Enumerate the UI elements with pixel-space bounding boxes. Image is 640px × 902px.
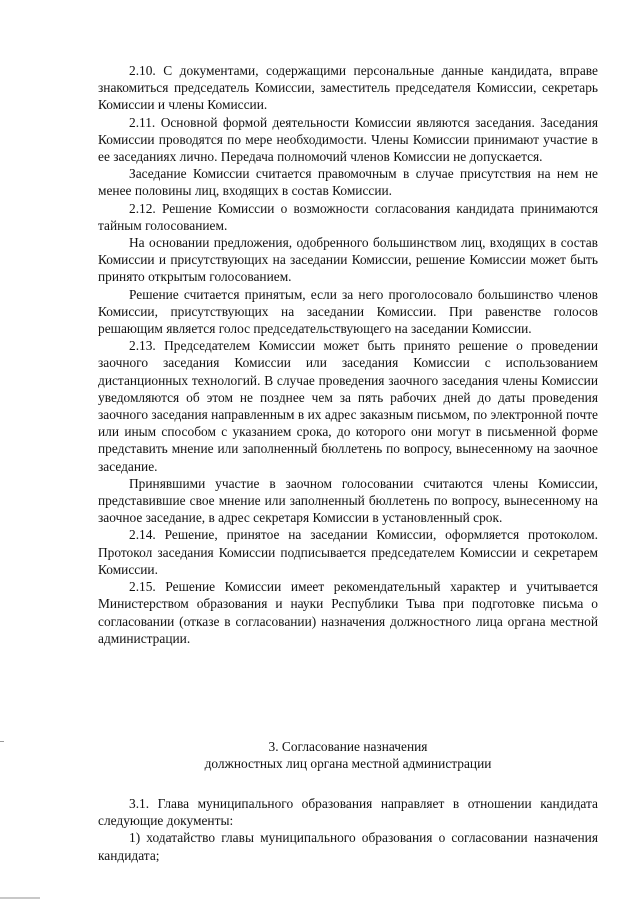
section-3-body	[98, 795, 598, 864]
scan-edge-mark	[0, 741, 4, 742]
paragraph-open-vote: На основании предложения, одобренного большинством лиц, входящих в состав Комиссии и присутствующих на заседании Комиссии, решение Комиссии может быть принято открытым голосованием.	[98, 235, 598, 285]
scan-edge-mark	[0, 897, 40, 899]
paragraph-2-15: 2.15. Решение Комиссии имеет рекомендательный характер и учитывается Министерством образования и науки Республики Тыва при подготовке письма о согласовании (отказе в согласовании) назначения должностного лица органа местной администрации.	[98, 579, 598, 646]
paragraph-remote-participants: Принявшими участие в заочном голосовании считаются члены Комиссии, представившие свое мнение или заполненный бюллетень по вопросу, вынесенному на заочное заседание, в адрес секретаря Комиссии в установленный срок.	[98, 475, 598, 526]
paragraph-2-10: 2.10. С документами, содержащими персональные данные кандидата, вправе знакомиться председатель Комиссии, заместитель председателя Комиссии, секретарь Комиссии и члены Комиссии.	[98, 63, 598, 113]
section-3-heading-line-2: должностных лиц органа местной администрации	[204, 756, 492, 772]
section-2-body	[98, 62, 598, 647]
paragraph-3-1-item-1: 1) ходатайство главы муниципального образования о согласовании назначения кандидата;	[98, 830, 598, 863]
paragraph-2-13: 2.13. Председателем Комиссии может быть принято решение о проведении заочного заседания Комиссии или заседания Комиссии с использованием дистанционных технологий. В случае проведения заочного заседания члены Комиссии уведомляются об этом не позднее чем за пять рабочих дней до даты проведения заочного заседания направленным в их адрес заказным письмом, по электронной почте или иным способом с указанием срока, до которого они могут в письменной форме представить мнение или заполненный бюллетень по вопросу, вынесенному на заочное заседание.	[98, 338, 598, 474]
paragraph-3-1: 3.1. Глава муниципального образования направляет в отношении кандидата следующие документы:	[98, 796, 598, 829]
paragraph-2-11: 2.11. Основной формой деятельности Комиссии являются заседания. Заседания Комиссии проводятся по мере необходимости. Члены Комиссии принимают участие в ее заседаниях лично. Передача полномочий членов Комиссии не допускается.	[98, 114, 598, 165]
section-3-heading	[98, 738, 598, 772]
paragraph-quorum: Заседание Комиссии считается правомочным в случае присутствия на нем не менее половины лиц, входящих в состав Комиссии.	[98, 166, 598, 199]
paragraph-2-14: 2.14. Решение, принятое на заседании Комиссии, оформляется протоколом. Протокол заседания Комиссии подписывается председателем Комиссии и секретарем Комиссии.	[98, 527, 598, 577]
paragraph-2-12: 2.12. Решение Комиссии о возможности согласования кандидата принимаются тайным голосованием.	[98, 200, 598, 233]
section-3-heading-line-1: 3. Согласование назначения	[268, 739, 428, 754]
paragraph-majority: Решение считается принятым, если за него проголосовало большинство членов Комиссии, присутствующих на заседании Комиссии. При равенстве голосов решающим является голос председательствующего на заседании Комиссии.	[98, 286, 598, 337]
